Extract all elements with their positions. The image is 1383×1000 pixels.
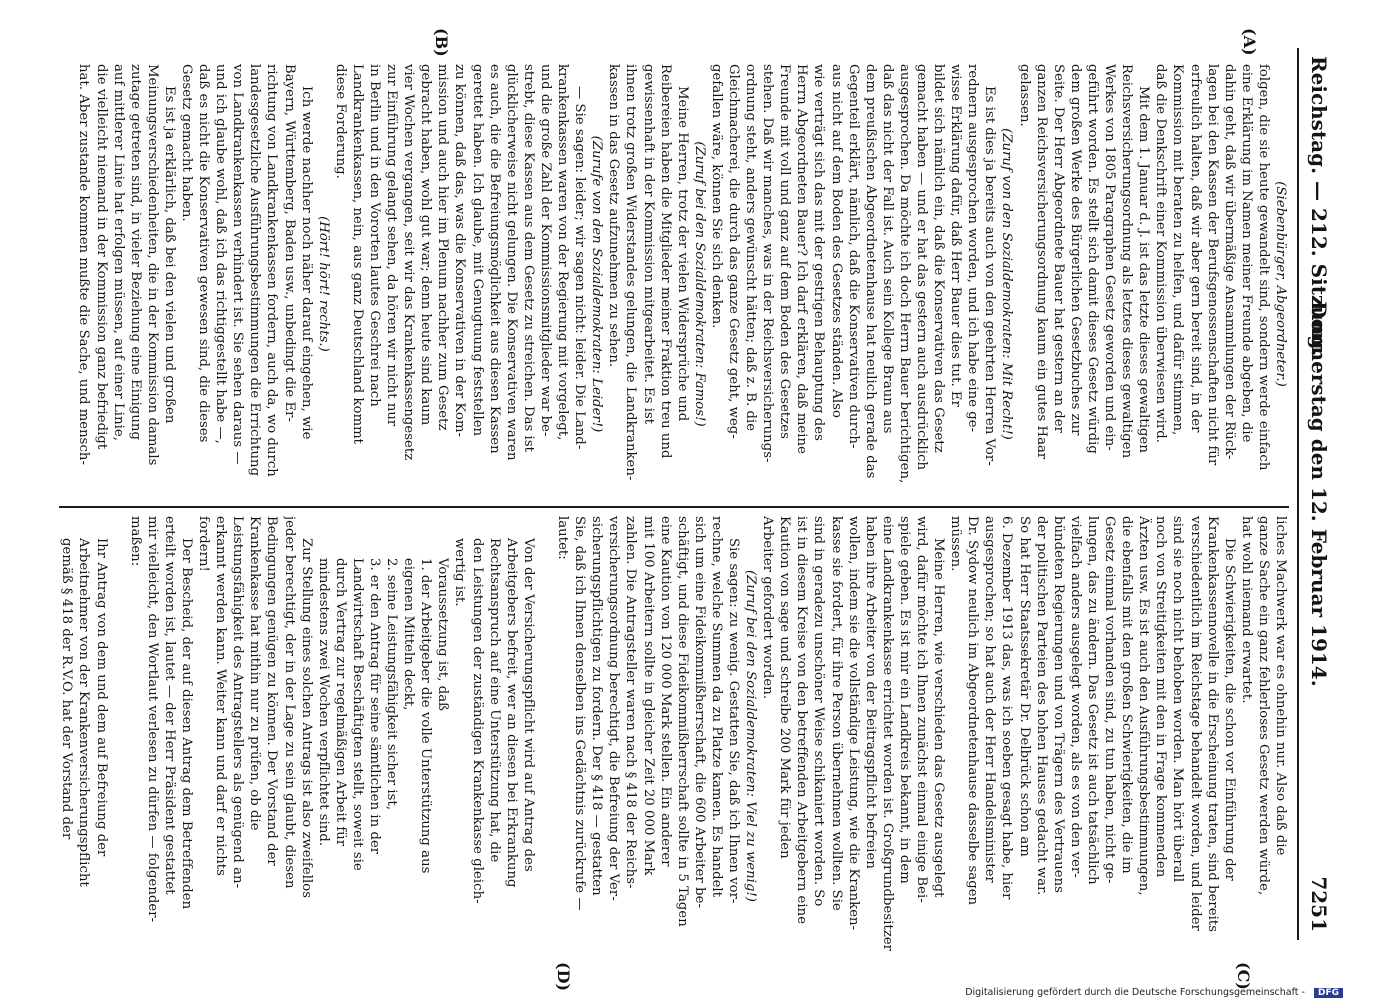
text-line: wisse Erklärung dafür, daß Herr Bauer dies tut. Er (948, 64, 964, 407)
text-line: 2. seine Leistungsfähigkeit sicher ist, (384, 558, 400, 811)
text-line: erkannt werden kann. Weiter kann und darf er nichts (213, 516, 229, 876)
text-line: Voraussetzung ist, daß (435, 558, 451, 711)
text-line: durch Vertrag zur regelmäßigen Arbeit für (332, 558, 348, 847)
text-line: zahlen. Die Antragsteller waren nach § 418 der Reichs- (623, 516, 639, 889)
text-line: ordnung steht, anders gewünscht hätten; daß z. B. die (743, 64, 759, 432)
text-line (110, 516, 127, 956)
text-line: hat wohl niemand erwartet. (1238, 516, 1254, 704)
text-line: Gleichmacherei, die durch das ganze Gesetz geht, weg- (726, 64, 741, 439)
text-line: (Hört! hört! rechts.) (315, 216, 331, 352)
text-line: Kommission mit beraten zu helfen, und dafür stimmen, (1170, 64, 1186, 436)
text-line: Dr. Sydow neulich im Abgeordnetenhause dasselbe sagen (965, 516, 981, 906)
text-line: aus nicht auf dem Boden des Gesetzes ständen. Also (828, 64, 844, 418)
text-line: lautet: (555, 516, 571, 560)
text-line: gelassen. (1016, 64, 1032, 127)
text-line: und die große Zahl der Kommissionsmitglieder war be- (537, 64, 553, 437)
text-line: ausgesprochen; so hat auch der Herr Handelsminister (982, 516, 998, 883)
text-line: mindestens zwei Wochen verpflichtet sind. (315, 558, 331, 847)
text-line: wird, dafür möchte ich Ihnen zunächst einmal einige Bei- (914, 516, 930, 903)
text-line: in Berlin und in den Vororten lautes Geschrei nach (367, 64, 383, 407)
text-line: rednern ausgesprochen worden, und ich habe eine ge- (965, 64, 981, 433)
text-line: Arbeiter gefordert worden. (760, 516, 776, 700)
text-line: eine Landkrankenkasse errichtet worden ist. Großgrundbesitzer (879, 516, 895, 952)
text-line: haben ihre Arbeiter von der Beitragspflicht befreien (862, 516, 878, 869)
text-line: dahin geht, daß wir übermäßige Ansammlungen der Rück- (1221, 64, 1237, 460)
text-line: (Zuruf bei den Sozialdemokraten: Viel zu wenig!) (743, 569, 759, 902)
text-line: kassen in das Gesetz aufzunehmen zu sehen. (606, 64, 622, 368)
text-line: lagen bei den Kassen der Berufsgenossenschaften nicht für (1204, 64, 1220, 466)
text-line: Bedingungen genügen zu können. Der Vorstand der (264, 516, 280, 866)
text-line: richtung von Landkrankenkassen fordern, auch da, wo durch (264, 64, 280, 477)
text-line: Bayern, Württemberg, Baden usw., unbedingt die Er- (281, 64, 297, 422)
text-line: stehen. Daß wir manches, was in der Reichsversicherungs- (760, 64, 776, 463)
text-line: eine Kaution von 120 000 Mark stellen. Ein anderer (657, 516, 673, 867)
text-line: eine Erklärung im Namen meiner Freunde abgeben, die (1238, 64, 1254, 443)
text-line: lungen, das zu ändern. Das Gesetz ist auch tatsächlich (1084, 516, 1100, 885)
text-line: von Landkrankenkassen verhindert ist. Sie sehen daraus — (230, 64, 246, 465)
text-line: 1. der Arbeitgeber die volle Unterstützung aus (418, 558, 434, 874)
text-line: Leistungsfähigkeit des Antragstellers als genügend an- (230, 516, 246, 889)
text-line: müssen. (948, 516, 964, 572)
text-line: (Zuruf von den Sozialdemokraten: Mit Recht!) (999, 128, 1015, 440)
text-line: die vielleicht niemand in der Kommission ganz befriedigt (93, 64, 109, 450)
text-line: sicherungspflichtigen zu fordern. Der § 418 — gestatten (589, 516, 605, 896)
text-line: und ich glaube wohl, daß ich das richtiggestellt habe —, (213, 64, 229, 444)
text-line (537, 516, 554, 956)
text-line: zur Einführung gelangt sehen, da hören wir nicht nur (384, 64, 400, 427)
margin-marker-b: (B) (432, 28, 451, 57)
text-line: maßen: (127, 516, 143, 567)
page-footer (70, 987, 1343, 998)
text-line: sind sie noch nicht behoben worden. Man hört überall (1170, 516, 1186, 883)
text-line: Meine Herren, wie verschieden das Gesetz ausgelegt (931, 538, 947, 898)
text-line: landesgesetzliche Ausführungsbestimmungen die Errichtung (247, 64, 263, 477)
text-line: Meine Herren, trotz der vielen Widersprüche und (674, 86, 690, 422)
text-line: zu können, daß das, was die Konservativen in der Kom- (452, 64, 468, 438)
text-line: Der Bescheid, der auf diesen Antrag dem Betreffenden (179, 538, 194, 910)
text-line: gerettet haben. Ich glaube, mit Genugtuung feststellen (469, 64, 485, 437)
footer-text: Digitalisierung gefördert durch die Deutsche Forschungsgemeinschaft - (965, 987, 1305, 998)
text-line: (Zurufe von den Sozialdemokraten: Leider!) (589, 135, 605, 433)
text-line: vielfach anders ausgelegt worden, als es von den ver- (1067, 516, 1083, 878)
text-line: Sie sagen: zu wenig. Gestatten Sie, daß ich Ihnen vor- (726, 538, 741, 904)
text-line: dem großen Werke des Bürgerlichen Gesetzbuches zur (1067, 64, 1083, 436)
text-line: Die Schwierigkeiten, die schon vor Einführung der (1221, 538, 1237, 881)
text-line: es auch, die die Befreiungsmöglichkeit aus diesen Kassen (486, 64, 502, 454)
text-line: 6. Dezember 1913 das, was ich soeben gesagt habe, hier (999, 516, 1015, 900)
text-line: auf mittlerer Linie hat erfolgen müssen, auf einer Linie, (110, 64, 126, 441)
text-line: Mit dem 1. Januar d. J. ist das letzte dieses gewaltigen (1136, 86, 1152, 453)
text-line: ausgesprochen. Da möchte ich doch Herrn Bauer berichtigen, (896, 64, 912, 484)
text-line: wertig ist. (452, 538, 468, 607)
text-line: Ärzten usw. Es ist auch den Ausführungsbestimmungen, (1136, 516, 1152, 896)
text-line: Von der Versicherungspflicht wird auf Antrag des (520, 538, 536, 872)
text-line: Meinungsverschiedenheiten, die in der Kommission damals (144, 64, 160, 466)
text-line: Landkrankenkassen, nein, aus ganz Deutschland kommt (349, 64, 365, 445)
text-line: verschiedentlich im Reichstage behandelt worden, und leider (1187, 516, 1203, 931)
text-line: Ihr Antrag von dem und dem auf Befreiung der (93, 538, 109, 857)
text-line: gemacht haben — und er hat das gestern auch ausdrücklich (914, 64, 930, 471)
text-line: Freunde mit voll und ganz auf dem Boden des Gesetzes (777, 64, 793, 439)
text-line: ganzen Reichsversicherungsordnung kaum ein gutes Haar (1033, 64, 1049, 460)
text-line: erfreulich halten, daß wir aber gern bereit sind, in der (1187, 64, 1203, 433)
text-line: vier Wochen vergangen, seit wir das Krankenkassengesetz (401, 64, 417, 461)
text-line: erteilt worden ist, lautet — der Herr Präsident gestattet (161, 516, 177, 895)
text-line: (Zuruf bei den Sozialdemokraten: Famos!) (691, 141, 707, 427)
text-line: Sie, daß ich Ihnen denselben ins Gedächtnis zurückrufe — (572, 516, 588, 911)
text-line: — Sie sagen: leider; wir sagen nicht: leider. Die Land- (572, 86, 588, 450)
text-line: Landwirtschaft Beschäftigten stellt, soweit sie (349, 558, 365, 871)
page-header (1297, 48, 1335, 940)
text-line: Herrn Abgeordneten Bauer? Ich darf erklären, daß meine (794, 64, 810, 454)
text-line: liches Machwerk war es ohnehin nur. Also daß die (1273, 516, 1288, 856)
text-line: So hat Herr Staatssekretär Dr. Delbrück schon am (1016, 516, 1032, 857)
text-line: Kaution von sage und schreibe 200 Mark für jeden (777, 516, 793, 859)
text-line: Zur Stellung eines solchen Antrags ist also zweifellos (298, 538, 314, 899)
text-line: daß das nicht der Fall ist. Auch sein Kollege Braun aus (879, 64, 895, 434)
text-line: die ebenfalls mit den großen Schwierigkeiten, die im (1119, 516, 1135, 874)
text-line: mir vielleicht, den Wortlaut verlesen zu dürfen — folgender- (144, 516, 160, 923)
text-line: daß die Denkschrift einer Kommission überwiesen wird. (1153, 64, 1169, 443)
text-line: Werkes von 1805 Paragraphen Gesetz geworden und ein- (1102, 64, 1118, 451)
header-left: Reichstag. — 212. Sitzung. (1307, 56, 1331, 357)
text-line: wollen, indem sie die vollständige Leistung, wie die Kranken- (845, 516, 861, 931)
text-line: sind in geradezu unschöner Weise schikaniert worden. So (811, 516, 827, 907)
text-line: strebt, diese Kassen aus dem Gesetz zu streichen. Das ist (520, 64, 536, 452)
text-line: gebracht haben, wohl gut war; denn heute sind kaum (418, 64, 434, 426)
margin-marker-c: (C) (1234, 962, 1253, 990)
text-line: jeder berechtigt, der in der Lage zu sein glaubt, diesen (281, 516, 297, 889)
text-line: ihnen trotz großen Widerstandes gelungen, die Landkranken- (623, 64, 639, 481)
text-line: Krankenkasse hat mithin nur zu prüfen, ob die (247, 516, 263, 831)
text-line: gefallen wäre, können Sie sich denken. (708, 64, 724, 329)
text-line: Gesetz gemacht haben. (179, 64, 194, 222)
text-line: gewissenhaft in der Kommission mitgearbeitet. Es ist (640, 64, 656, 425)
text-line: der politischen Parteien des hohen Hauses gedacht war. (1033, 516, 1049, 896)
text-line: zutage getreten sind, in vieler Beziehung eine Einigung (127, 64, 143, 440)
text-line: Seite. Der Herr Abgeordnete Bauer hat gestern an der (1050, 64, 1066, 434)
text-line: Arbeitnehmer von der Krankenversicherungspflicht (76, 538, 92, 887)
text-line: mit 100 Arbeitern sollte in gleicher Zeit 20 000 Mark (640, 516, 656, 876)
dfg-logo: DFG (1314, 988, 1343, 998)
text-line: ganze Sache ein ganz fehlerloses Gesetz werden würde, (1255, 516, 1271, 896)
text-line: diese Forderung. (332, 64, 348, 179)
text-line: fordern! (196, 516, 212, 572)
text-line: Reichsversicherungsordnung als letztes dieses gewaltigen (1119, 64, 1135, 459)
text-line: glücklicherweise nicht gelungen. Die Konservativen waren (503, 64, 519, 461)
text-line: den Leistungen der zuständigen Krankenkasse gleich- (469, 538, 485, 904)
text-line: bildet sich nämlich ein, daß die Konservativen das Gesetz (931, 64, 947, 453)
text-line: Es ist dies ja bereits auch von den geehrten Herren Vor- (982, 86, 998, 466)
text-line: schäftigt, und diese Fideikommißherrschaft sollte in 5 Tagen (674, 516, 690, 927)
text-line: rechne, welche Summen da zu Platze kamen. Es handelt (708, 516, 724, 898)
text-line: geführt worden. Es stellt sich damit dieses Gesetz würdig (1084, 64, 1100, 454)
text-line: noch von Streitigkeiten mit den in Frage kommenden (1153, 516, 1169, 878)
text-line: ist in diesem Kreise von den betreffenden Arbeitgebern eine (794, 516, 810, 925)
margin-marker-a: (A) (1240, 28, 1259, 56)
text-line: folgen, die sie heute gewandelt sind, sondern werde einfach (1255, 64, 1271, 471)
text-line: krankenkassen waren von der Regierung mit vorgelegt, (555, 64, 571, 441)
margin-marker-d: (D) (554, 962, 573, 992)
text-line: versicherungsordnung berechtigt, die Befreiung der Ver- (606, 516, 622, 901)
text-line: wie verträgt sich das mit der gestrigen Behauptung des (811, 64, 827, 441)
text-line: Gesetz einmal vorhanden sind, zu tun haben, nicht ge- (1102, 516, 1118, 884)
text-line: spiele geben. Es ist mir ein Landkreis bekannt, in dem (896, 516, 912, 884)
text-line: sich um eine Fideikommißherrschaft, die 600 Arbeiter be- (691, 516, 707, 908)
text-line: kasse sie fordert, für ihre Person übernehmen wollten. Sie (828, 516, 844, 911)
text-line: Es ist ja erklärlich, daß bei den vielen und großen (161, 86, 177, 424)
text-line: Rechtsanspruch auf eine Unterstützung hat, die (486, 538, 502, 863)
text-line: dem preußischen Abgeordnetenhause hat neulich gerade das (862, 64, 878, 479)
text-line: eigenen Mitteln deckt, (401, 558, 417, 711)
text-line: Krankenkassennovelle in die Erscheinung traten, sind bereits (1204, 516, 1220, 933)
text-line: bündeten Regierungen und von Trägern des Vertrauens (1050, 516, 1066, 893)
text-line: Gegenteil erklärt, nämlich, daß die Konservativen durch- (845, 64, 861, 449)
text-line: Ich werde nachher noch näher darauf eingehen, wie (298, 86, 314, 440)
text-line: Arbeitgebers befreit, wer an diesen bei Erkrankung (503, 538, 519, 888)
text-line: 3. er den Antrag für seine sämtlichen in der (367, 558, 383, 855)
header-date: Donnerstag den 12. Februar 1914. (1307, 301, 1331, 687)
page-number: 7251 (1307, 876, 1331, 932)
text-line: mission und auch hier im Plenum nachher zum Gesetz (435, 64, 451, 431)
text-line: daß es nicht die Konservativen gewesen sind, die dieses (196, 64, 212, 443)
text-line: gemäß § 418 der R.V.O. hat der Vorstand der (59, 538, 75, 840)
text-line: Reibereien haben die Mitglieder meiner Fraktion treu und (657, 64, 673, 459)
text-line: (Siebenbürger, Abgeordneter.) (1273, 181, 1288, 387)
left-column (75, 64, 1289, 504)
column-divider (59, 506, 1289, 508)
text-line: hat. Aber zustande kommen mußte die Sache, und mensch- (76, 64, 92, 465)
right-column (58, 516, 1289, 956)
